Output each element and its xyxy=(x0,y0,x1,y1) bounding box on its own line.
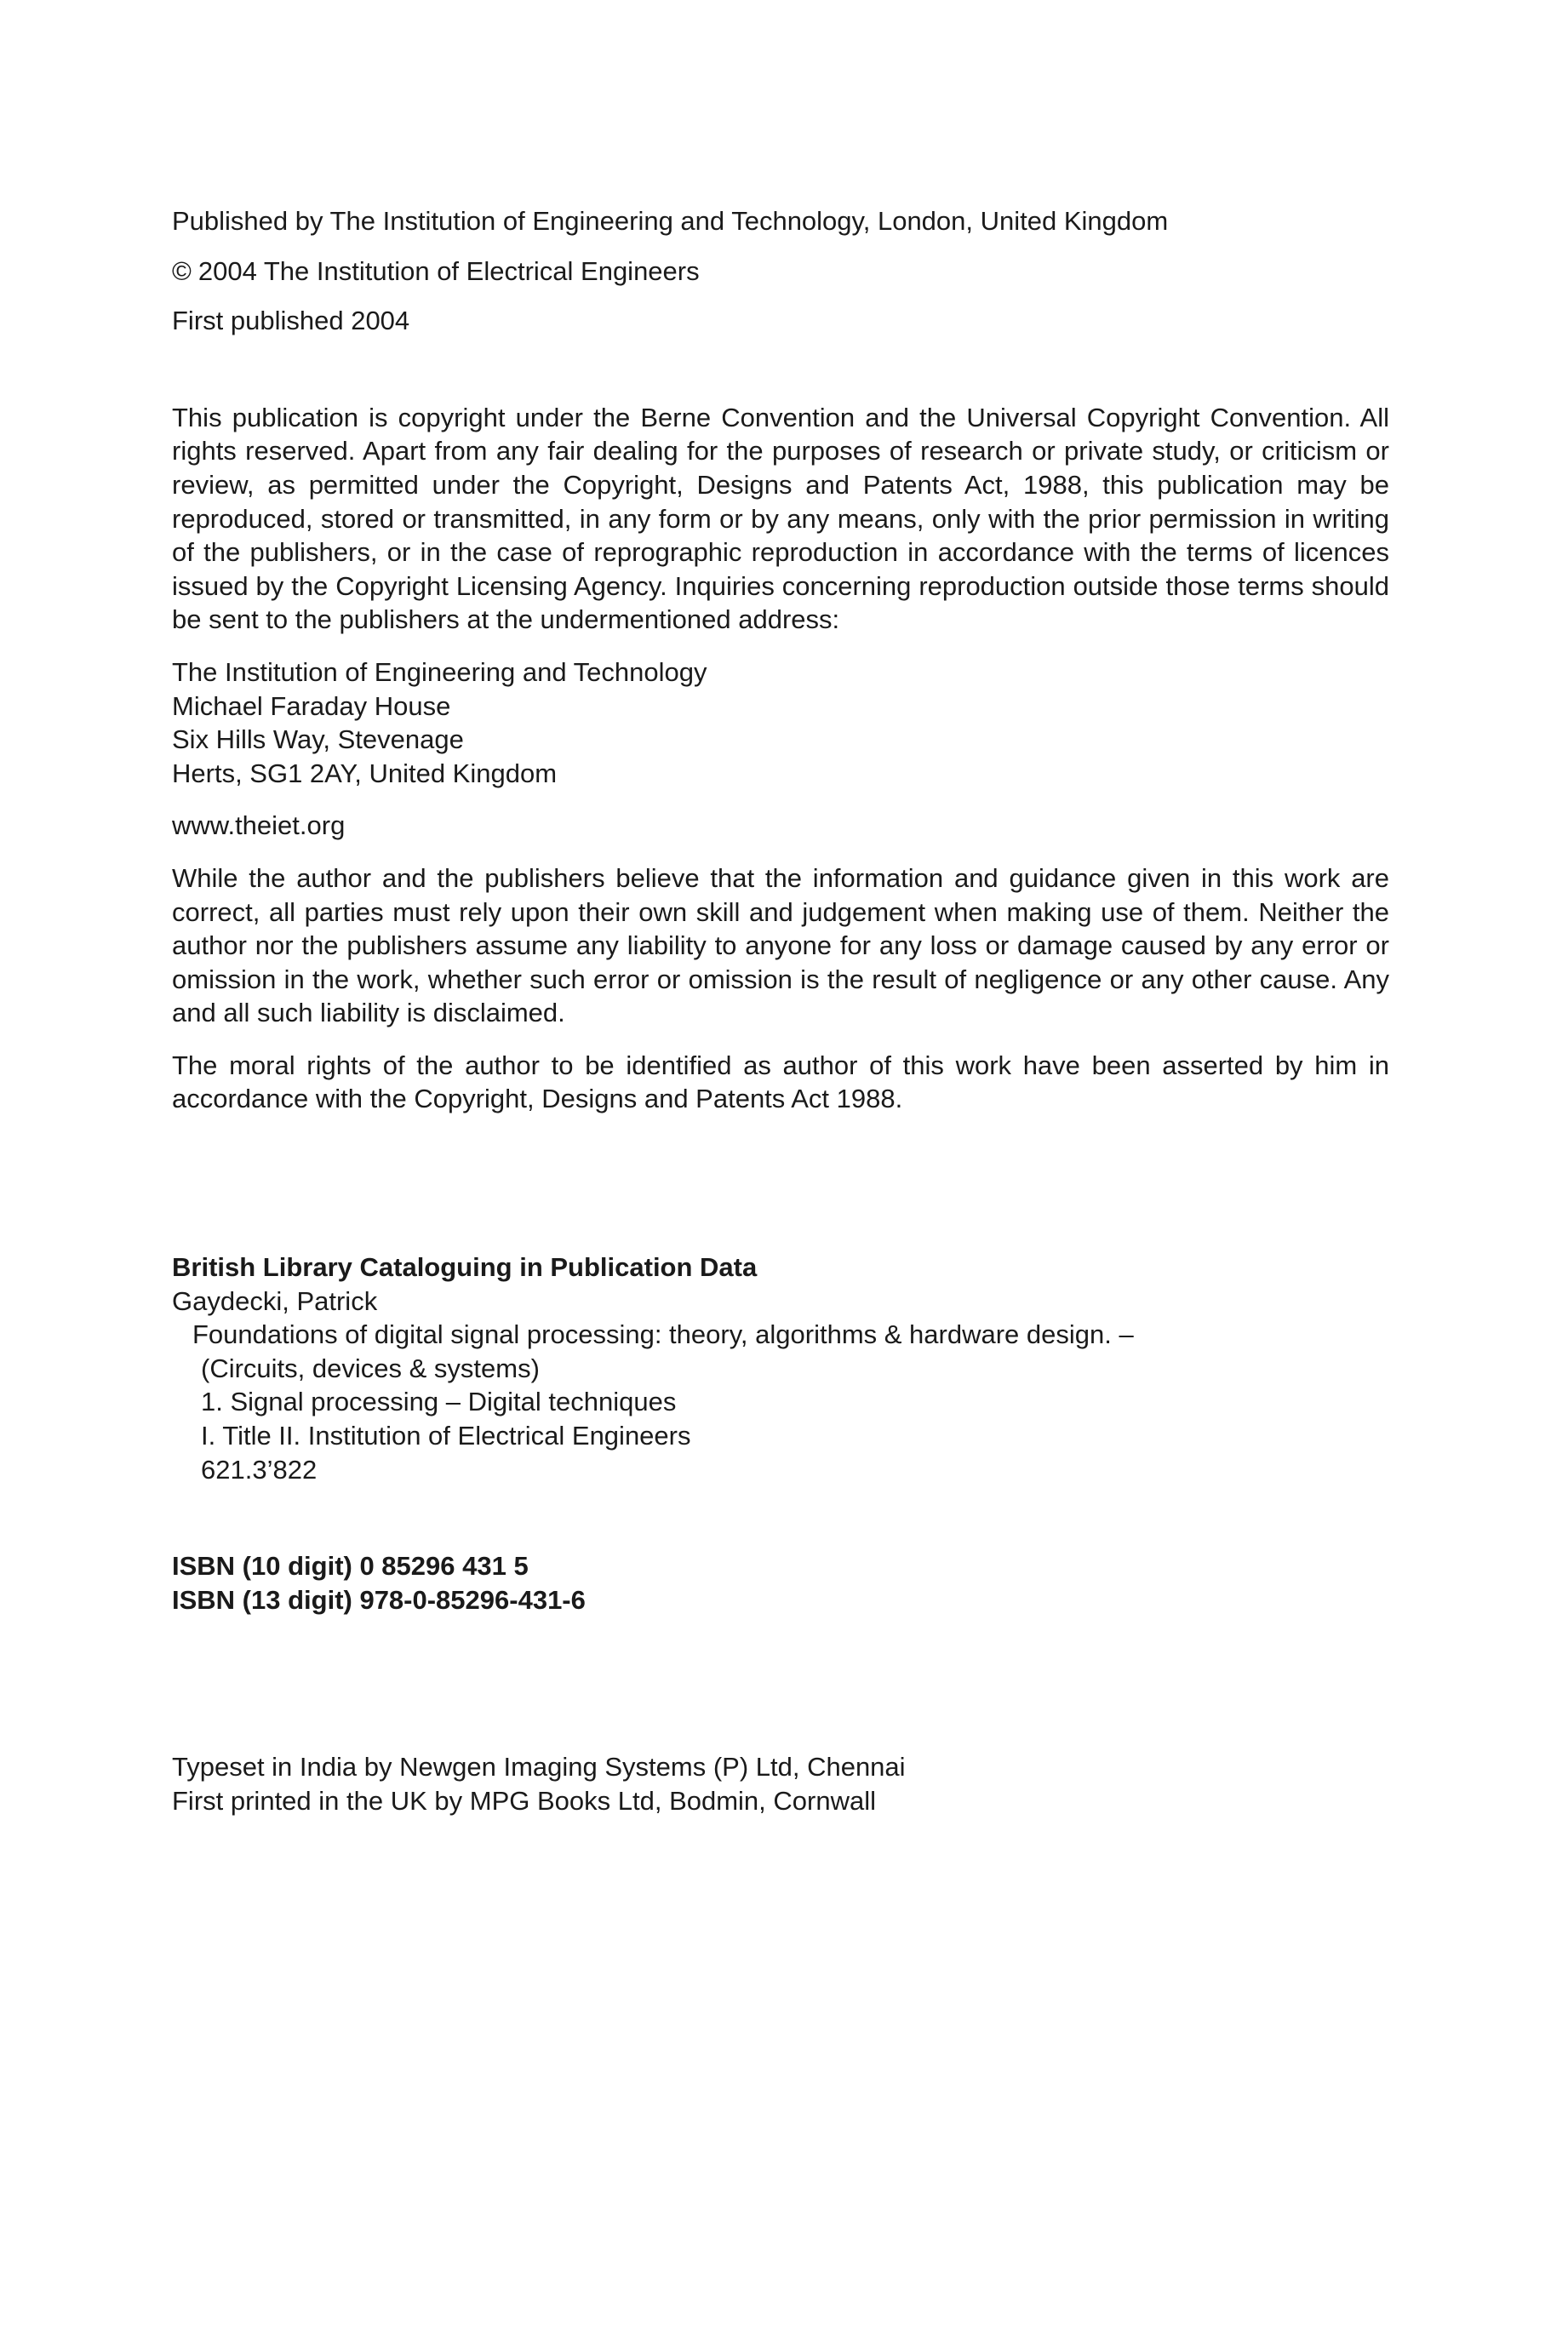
website-link[interactable]: www.theiet.org xyxy=(172,810,346,841)
catalogue-entries: I. Title II. Institution of Electrical Engineers xyxy=(201,1421,691,1451)
catalogue-subject: 1. Signal processing – Digital techniques xyxy=(201,1387,677,1417)
copyright-notice: This publication is copyright under the Berne Convention and the Universal Copyright Convention. All rights reserved. Apart from any fair dealing for the purposes of research or private study, or criticism or review, as permitted under the Copyright, Designs and Patents Act, 1988, this publication may be reproduced, stored or transmitted, in any form or by any means, only with the prior permission in writing of the publishers, or in the case of reprographic reproduction in accordance with the terms of licences issued by the Copyright Licensing Agency. Inquiries concerning reproduction outside those terms should be sent to the publishers at the undermentioned address: xyxy=(172,402,1389,635)
address-line: The Institution of Engineering and Technology xyxy=(172,656,707,687)
disclaimer: While the author and the publishers believe that the information and guidance given in this work are correct, all parties must rely upon their own skill and judgement when making use of them. Neither the author nor the publishers assume any liability to anyone for any loss or damage caused by any error or omission in the work, whether such error or omission is the result of negligence or any other cause. Any and all such liability is disclaimed. xyxy=(172,862,1389,1028)
catalogue-classification: 621.3’822 xyxy=(201,1454,318,1485)
catalogue-series: (Circuits, devices & systems) xyxy=(201,1353,540,1383)
copyright-line xyxy=(172,255,1389,289)
catalogue-title: Foundations of digital signal processing: theory, algorithms & hardware design. – xyxy=(192,1319,1134,1350)
page-content xyxy=(172,204,1389,1818)
printed-line: First printed in the UK by MPG Books Ltd, Bodmin, Cornwall xyxy=(172,1786,876,1816)
isbn-10: ISBN (10 digit) 0 85296 431 5 xyxy=(172,1551,529,1582)
printing-info xyxy=(172,1750,1389,1817)
address-line: Herts, SG1 2AY, United Kingdom xyxy=(172,758,558,788)
copyright-holder: 2004 The Institution of Electrical Engineers xyxy=(197,255,700,286)
first-published: First published 2004 xyxy=(172,306,410,336)
published-by: Published by The Institution of Engineering and Technology, London, United Kingdom xyxy=(172,206,1169,236)
address-line: Michael Faraday House xyxy=(172,690,451,721)
typeset-line: Typeset in India by Newgen Imaging Systems (P) Ltd, Chennai xyxy=(172,1752,906,1783)
cataloguing-heading: British Library Cataloguing in Publication Data xyxy=(172,1252,758,1283)
copyright-symbol: © xyxy=(172,255,192,286)
cataloguing-data xyxy=(172,1250,1389,1486)
moral-rights: The moral rights of the author to be identified as author of this work have been asserted by him in accordance with the Copyright, Designs and Patents Act 1988. xyxy=(172,1050,1389,1114)
address-line: Six Hills Way, Stevenage xyxy=(172,724,464,755)
isbn-block xyxy=(172,1549,1389,1617)
catalogue-author: Gaydecki, Patrick xyxy=(172,1285,378,1316)
isbn-13: ISBN (13 digit) 978-0-85296-431-6 xyxy=(172,1584,586,1615)
publisher-address xyxy=(172,655,1389,790)
